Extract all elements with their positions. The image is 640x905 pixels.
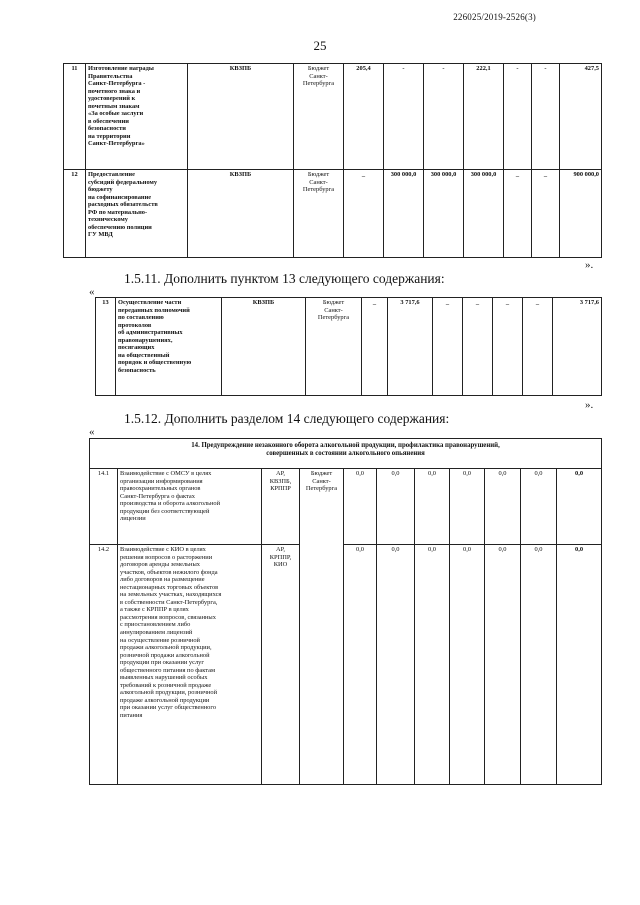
closing-quote: ». bbox=[585, 259, 594, 271]
executor: КВЗПБ bbox=[188, 170, 294, 258]
value-cell: _ bbox=[532, 170, 560, 258]
value-cell: 0,0 bbox=[450, 469, 485, 545]
table-row bbox=[90, 545, 602, 785]
section-header-row bbox=[90, 439, 602, 469]
funding-source: Бюджет Санкт- Петербурга bbox=[306, 298, 362, 396]
document-number: 226025/2019-2526(3) bbox=[453, 12, 536, 22]
value-cell: 205,4 bbox=[344, 64, 384, 170]
row-number: 13 bbox=[96, 298, 116, 396]
section-title: 14. Предупреждение незаконного оборота алкогольной продукции, профилактика правонарушений, совершенных в состоянии алкогольного опьянения bbox=[90, 439, 602, 469]
measure-name: Взаимодействие с КИО в целях решения вопросов о расторжении договоров аренды земельных участков, объектов нежилого фонда либо договоров на размещение нестационарных торговых объектов на земельных участках, находящихся в собственности Санкт-Петербурга, а также с КРППР в целях рассмотрения вопросов, связанных с приостановлением либо аннулированием лицензий на осуществление розничной продажи алкогольной продукции, розничной продажи алкогольной продукции при оказании услуг общественного питания по фактам выявленных нарушений особых требований к розничной продаже алкогольной продукции, розничной продаже алкогольной продукции при оказании услуг общественного питания bbox=[118, 545, 262, 785]
table-row bbox=[64, 64, 602, 170]
total-cell: 3 717,6 bbox=[553, 298, 602, 396]
table-3 bbox=[89, 438, 602, 785]
executor: АР, КРППР, КИО bbox=[262, 545, 300, 785]
opening-quote: « bbox=[89, 286, 95, 298]
value-cell: _ bbox=[463, 298, 493, 396]
row-number: 14.1 bbox=[90, 469, 118, 545]
value-cell: _ bbox=[362, 298, 388, 396]
value-cell: 0,0 bbox=[485, 469, 521, 545]
value-cell: 3 717,6 bbox=[388, 298, 433, 396]
value-cell: _ bbox=[504, 170, 532, 258]
value-cell: - bbox=[424, 64, 464, 170]
total-cell: 0,0 bbox=[557, 545, 602, 785]
value-cell: 0,0 bbox=[377, 545, 415, 785]
measure-name: Взаимодействие с ОМСУ в целях организации информирования правоохранительных органов Санкт-Петербурга о фактах производства и оборота алкогольной продукции без соответствующей лицензии bbox=[118, 469, 262, 545]
executor: КВЗПБ bbox=[188, 64, 294, 170]
value-cell: _ bbox=[493, 298, 523, 396]
value-cell: 0,0 bbox=[485, 545, 521, 785]
table-row bbox=[64, 170, 602, 258]
value-cell: 300 000,0 bbox=[424, 170, 464, 258]
value-cell: 300 000,0 bbox=[464, 170, 504, 258]
value-cell: _ bbox=[523, 298, 553, 396]
value-cell: 222,1 bbox=[464, 64, 504, 170]
value-cell: 0,0 bbox=[344, 545, 377, 785]
table-2 bbox=[95, 297, 602, 396]
funding-source: Бюджет Санкт- Петербурга bbox=[294, 170, 344, 258]
total-cell: 900 000,0 bbox=[560, 170, 602, 258]
measure-name: Предоставление субсидий федеральному бюджету на софинансирование расходных обязательств РФ по материально- техническому обеспечению полиции ГУ МВД bbox=[86, 170, 188, 258]
funding-source: Бюджет Санкт- Петербурга bbox=[294, 64, 344, 170]
value-cell: - bbox=[384, 64, 424, 170]
table-1 bbox=[63, 63, 602, 258]
executor: АР, КВЗПБ, КРППР bbox=[262, 469, 300, 545]
row-number: 14.2 bbox=[90, 545, 118, 785]
paragraph-1-5-12: 1.5.12. Дополнить разделом 14 следующего содержания: bbox=[124, 411, 450, 426]
value-cell: 300 000,0 bbox=[384, 170, 424, 258]
value-cell: 0,0 bbox=[377, 469, 415, 545]
measure-name: Изготовление награды Правительства Санкт-Петербурга - почетного знака и удостоверений к почетным знакам «За особые заслуги в обеспечении безопасности на территории Санкт-Петербурга» bbox=[86, 64, 188, 170]
executor: КВЗПБ bbox=[222, 298, 306, 396]
total-cell: 0,0 bbox=[557, 469, 602, 545]
value-cell: - bbox=[532, 64, 560, 170]
value-cell: 0,0 bbox=[521, 469, 557, 545]
opening-quote: « bbox=[89, 426, 95, 438]
funding-source: Бюджет Санкт- Петербурга bbox=[300, 469, 344, 785]
row-number: 12 bbox=[64, 170, 86, 258]
total-cell: 427,5 bbox=[560, 64, 602, 170]
table-row bbox=[90, 469, 602, 545]
table-row bbox=[96, 298, 602, 396]
value-cell: 0,0 bbox=[344, 469, 377, 545]
value-cell: 0,0 bbox=[415, 469, 450, 545]
value-cell: _ bbox=[344, 170, 384, 258]
value-cell: 0,0 bbox=[521, 545, 557, 785]
value-cell: _ bbox=[433, 298, 463, 396]
value-cell: - bbox=[504, 64, 532, 170]
value-cell: 0,0 bbox=[415, 545, 450, 785]
paragraph-1-5-11: 1.5.11. Дополнить пунктом 13 следующего содержания: bbox=[124, 271, 445, 286]
measure-name: Осуществление части переданных полномочий по составлению протоколов об административных правонарушениях, посягающих на общественный порядок и общественную безопасность bbox=[116, 298, 222, 396]
value-cell: 0,0 bbox=[450, 545, 485, 785]
page-number: 25 bbox=[313, 38, 327, 53]
closing-quote: ». bbox=[585, 399, 594, 411]
row-number: 11 bbox=[64, 64, 86, 170]
